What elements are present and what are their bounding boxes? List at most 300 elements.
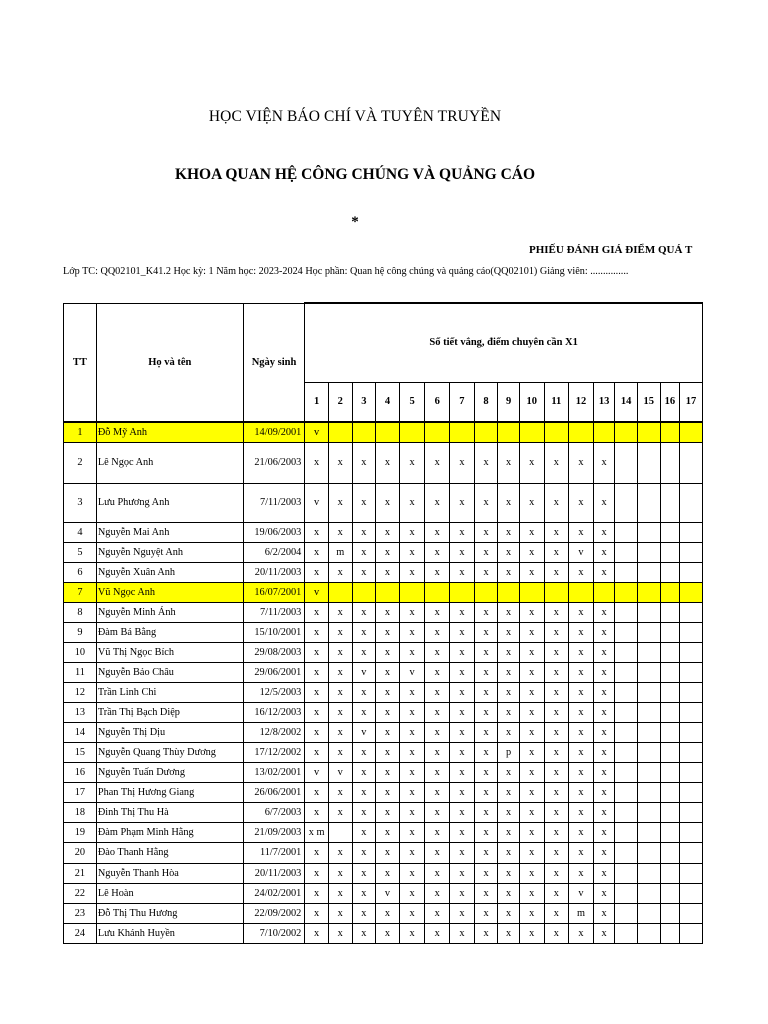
attendance-cell: x: [376, 923, 400, 943]
attendance-cell: [660, 422, 680, 442]
attendance-cell: [399, 582, 425, 602]
attendance-cell: x: [474, 722, 498, 742]
attendance-cell: x: [450, 602, 475, 622]
attendance-cell: x: [328, 602, 352, 622]
attendance-cell: [474, 422, 498, 442]
session-header-7: 7: [450, 382, 475, 422]
attendance-cell: [519, 422, 544, 442]
attendance-cell: x: [376, 562, 400, 582]
attendance-cell: x: [425, 642, 450, 662]
session-header-17: 17: [680, 382, 703, 422]
row-name: Trần Linh Chi: [96, 682, 243, 702]
table-row: [64, 802, 703, 822]
attendance-cell: x: [425, 923, 450, 943]
table-row: [64, 863, 703, 883]
attendance-cell: x: [425, 903, 450, 923]
attendance-cell: x: [450, 483, 475, 522]
attendance-cell: x: [376, 762, 400, 782]
row-tt: 2: [64, 442, 97, 483]
attendance-cell: [615, 782, 638, 802]
attendance-cell: [615, 622, 638, 642]
row-tt: 14: [64, 722, 97, 742]
attendance-cell: [660, 742, 680, 762]
row-dob: 29/08/2003: [243, 642, 305, 662]
attendance-cell: x: [544, 842, 569, 863]
row-tt: 12: [64, 682, 97, 702]
attendance-cell: [399, 422, 425, 442]
attendance-cell: x: [352, 522, 376, 542]
attendance-cell: [680, 923, 703, 943]
attendance-cell: x: [450, 542, 475, 562]
attendance-cell: x: [544, 722, 569, 742]
attendance-cell: x: [544, 903, 569, 923]
attendance-cell: [615, 442, 638, 483]
attendance-cell: x: [569, 602, 594, 622]
attendance-cell: [615, 822, 638, 842]
attendance-cell: x: [544, 522, 569, 542]
attendance-cell: x: [519, 642, 544, 662]
attendance-cell: x: [352, 742, 376, 762]
attendance-cell: x: [425, 762, 450, 782]
row-dob: 7/11/2003: [243, 483, 305, 522]
attendance-cell: x: [425, 602, 450, 622]
attendance-cell: x: [498, 542, 520, 562]
attendance-cell: x: [352, 622, 376, 642]
row-dob: 6/2/2004: [243, 542, 305, 562]
attendance-cell: x: [519, 522, 544, 542]
attendance-cell: [680, 863, 703, 883]
attendance-cell: [637, 782, 660, 802]
attendance-cell: x: [474, 762, 498, 782]
table-row: [64, 542, 703, 562]
attendance-cell: x: [593, 903, 615, 923]
attendance-cell: [615, 642, 638, 662]
attendance-cell: x: [305, 642, 329, 662]
attendance-cell: x: [450, 782, 475, 802]
attendance-cell: x: [328, 742, 352, 762]
attendance-cell: x: [498, 923, 520, 943]
attendance-cell: [474, 582, 498, 602]
attendance-cell: x: [519, 742, 544, 762]
attendance-cell: v: [305, 762, 329, 782]
attendance-cell: x: [498, 622, 520, 642]
attendance-cell: x: [376, 863, 400, 883]
row-tt: 22: [64, 883, 97, 903]
table-row: [64, 682, 703, 702]
attendance-cell: [637, 642, 660, 662]
attendance-cell: x: [352, 923, 376, 943]
attendance-cell: [637, 702, 660, 722]
attendance-cell: x: [593, 822, 615, 842]
attendance-cell: x: [328, 442, 352, 483]
session-header-14: 14: [615, 382, 638, 422]
col-group-header: Số tiết vắng, điểm chuyên cần X1: [305, 303, 703, 382]
attendance-cell: x: [474, 602, 498, 622]
attendance-cell: [637, 622, 660, 642]
row-name: Đàm Phạm Minh Hằng: [96, 822, 243, 842]
institution-title: HỌC VIỆN BÁO CHÍ VÀ TUYÊN TRUYỀN: [208, 108, 502, 125]
row-name: Đinh Thị Thu Hà: [96, 802, 243, 822]
attendance-cell: [498, 422, 520, 442]
attendance-cell: p: [498, 742, 520, 762]
attendance-cell: x: [305, 522, 329, 542]
attendance-cell: [615, 542, 638, 562]
attendance-cell: [660, 883, 680, 903]
attendance-cell: x: [519, 442, 544, 483]
attendance-cell: x: [450, 702, 475, 722]
row-tt: 16: [64, 762, 97, 782]
attendance-cell: x: [450, 662, 475, 682]
attendance-cell: x: [399, 562, 425, 582]
attendance-cell: x: [305, 802, 329, 822]
attendance-cell: x: [544, 762, 569, 782]
attendance-cell: x: [593, 483, 615, 522]
attendance-cell: [680, 802, 703, 822]
attendance-cell: [637, 442, 660, 483]
attendance-cell: x: [352, 822, 376, 842]
session-header-15: 15: [637, 382, 660, 422]
attendance-cell: x: [399, 702, 425, 722]
attendance-cell: [637, 762, 660, 782]
attendance-cell: [328, 582, 352, 602]
attendance-cell: [680, 422, 703, 442]
attendance-cell: [615, 602, 638, 622]
attendance-cell: x: [593, 702, 615, 722]
attendance-cell: x: [474, 923, 498, 943]
attendance-cell: x: [376, 903, 400, 923]
attendance-cell: v: [569, 883, 594, 903]
attendance-cell: x: [544, 782, 569, 802]
attendance-cell: x: [474, 642, 498, 662]
row-tt: 24: [64, 923, 97, 943]
attendance-cell: [615, 702, 638, 722]
row-name: Nguyễn Quang Thùy Dương: [96, 742, 243, 762]
attendance-cell: x: [328, 662, 352, 682]
attendance-cell: [637, 822, 660, 842]
attendance-cell: [680, 782, 703, 802]
attendance-cell: [544, 422, 569, 442]
attendance-cell: x: [352, 842, 376, 863]
attendance-cell: [680, 682, 703, 702]
attendance-cell: x: [376, 642, 400, 662]
row-dob: 11/7/2001: [243, 842, 305, 863]
attendance-cell: x: [352, 483, 376, 522]
row-dob: 22/09/2002: [243, 903, 305, 923]
attendance-cell: x: [305, 542, 329, 562]
row-tt: 13: [64, 702, 97, 722]
attendance-cell: [680, 442, 703, 483]
attendance-cell: x: [376, 842, 400, 863]
attendance-cell: [498, 582, 520, 602]
attendance-cell: x: [399, 903, 425, 923]
attendance-cell: [615, 842, 638, 863]
row-tt: 15: [64, 742, 97, 762]
class-info: Lớp TC: QQ02101_K41.2 Học kỳ: 1 Năm học: 2023-2024 Học phần: Quan hệ công chúng và quảng cáo(QQ02101) Giảng viên: ...............: [63, 266, 629, 277]
attendance-cell: x: [425, 483, 450, 522]
attendance-cell: x: [399, 802, 425, 822]
attendance-cell: [680, 702, 703, 722]
row-dob: 15/10/2001: [243, 622, 305, 642]
row-tt: 23: [64, 903, 97, 923]
attendance-cell: x: [474, 842, 498, 863]
row-name: Nguyễn Nguyệt Anh: [96, 542, 243, 562]
attendance-cell: x: [450, 522, 475, 542]
attendance-cell: x: [376, 822, 400, 842]
col-dob-header: Ngày sinh: [243, 303, 305, 422]
attendance-cell: x: [474, 442, 498, 483]
session-header-8: 8: [474, 382, 498, 422]
attendance-cell: x: [569, 762, 594, 782]
session-header-11: 11: [544, 382, 569, 422]
row-dob: 26/06/2001: [243, 782, 305, 802]
attendance-cell: x: [376, 802, 400, 822]
attendance-cell: x: [328, 863, 352, 883]
attendance-cell: x: [569, 442, 594, 483]
attendance-cell: x: [328, 522, 352, 542]
attendance-cell: x: [593, 762, 615, 782]
row-dob: 20/11/2003: [243, 562, 305, 582]
attendance-cell: x: [593, 802, 615, 822]
form-title: PHIẾU ĐÁNH GIÁ ĐIỂM QUÁ T: [529, 244, 693, 256]
attendance-cell: x: [376, 483, 400, 522]
table-row: [64, 923, 703, 943]
attendance-cell: x: [305, 562, 329, 582]
session-header-6: 6: [425, 382, 450, 422]
attendance-cell: x: [328, 642, 352, 662]
attendance-cell: x: [593, 782, 615, 802]
table-row: [64, 483, 703, 522]
attendance-cell: [569, 422, 594, 442]
attendance-cell: x: [352, 762, 376, 782]
attendance-cell: x: [544, 923, 569, 943]
attendance-cell: x: [569, 622, 594, 642]
attendance-cell: x: [544, 642, 569, 662]
row-tt: 8: [64, 602, 97, 622]
attendance-cell: x: [328, 682, 352, 702]
attendance-cell: x: [569, 822, 594, 842]
attendance-cell: [660, 542, 680, 562]
attendance-cell: x: [498, 522, 520, 542]
attendance-cell: [680, 762, 703, 782]
attendance-cell: x: [593, 522, 615, 542]
attendance-cell: [660, 863, 680, 883]
attendance-cell: x: [569, 802, 594, 822]
attendance-cell: x: [352, 562, 376, 582]
attendance-cell: [637, 802, 660, 822]
attendance-cell: [637, 863, 660, 883]
attendance-cell: [615, 682, 638, 702]
attendance-cell: x: [569, 662, 594, 682]
attendance-cell: [637, 883, 660, 903]
row-name: Đào Thanh Hằng: [96, 842, 243, 863]
row-name: Vũ Ngọc Anh: [96, 582, 243, 602]
attendance-cell: x: [519, 762, 544, 782]
row-dob: 17/12/2002: [243, 742, 305, 762]
attendance-cell: x: [450, 863, 475, 883]
attendance-cell: x: [328, 903, 352, 923]
row-tt: 18: [64, 802, 97, 822]
attendance-cell: x: [399, 842, 425, 863]
attendance-cell: x: [519, 822, 544, 842]
attendance-cell: x: [544, 863, 569, 883]
attendance-cell: x: [474, 742, 498, 762]
attendance-cell: x: [328, 802, 352, 822]
session-header-4: 4: [376, 382, 400, 422]
attendance-sheet: [63, 302, 697, 948]
attendance-cell: x: [544, 602, 569, 622]
attendance-cell: x: [474, 822, 498, 842]
attendance-cell: x: [376, 622, 400, 642]
attendance-cell: [637, 682, 660, 702]
attendance-cell: x: [593, 863, 615, 883]
attendance-cell: x: [399, 682, 425, 702]
attendance-cell: [660, 822, 680, 842]
attendance-cell: x: [450, 883, 475, 903]
attendance-cell: x: [450, 842, 475, 863]
attendance-cell: x: [593, 662, 615, 682]
row-dob: 12/5/2003: [243, 682, 305, 702]
attendance-cell: x: [450, 722, 475, 742]
attendance-cell: x: [474, 903, 498, 923]
row-dob: 19/06/2003: [243, 522, 305, 542]
attendance-cell: x: [425, 562, 450, 582]
attendance-cell: x: [474, 662, 498, 682]
attendance-cell: [637, 602, 660, 622]
row-name: Nguyễn Thị Dịu: [96, 722, 243, 742]
attendance-cell: x: [376, 522, 400, 542]
attendance-cell: [680, 903, 703, 923]
attendance-cell: x: [519, 923, 544, 943]
attendance-cell: x: [474, 802, 498, 822]
attendance-cell: x: [593, 602, 615, 622]
attendance-cell: m: [569, 903, 594, 923]
attendance-cell: x: [305, 842, 329, 863]
row-tt: 3: [64, 483, 97, 522]
attendance-cell: x: [498, 782, 520, 802]
attendance-cell: [615, 422, 638, 442]
row-name: Lê Hoàn: [96, 883, 243, 903]
attendance-cell: x: [450, 642, 475, 662]
attendance-cell: x: [425, 442, 450, 483]
attendance-cell: v: [569, 542, 594, 562]
session-header-12: 12: [569, 382, 594, 422]
attendance-cell: [615, 582, 638, 602]
attendance-cell: x: [425, 522, 450, 542]
attendance-cell: [425, 582, 450, 602]
attendance-cell: x: [498, 883, 520, 903]
row-name: Lê Ngọc Anh: [96, 442, 243, 483]
attendance-cell: x: [474, 702, 498, 722]
attendance-cell: [660, 722, 680, 742]
table-row: [64, 442, 703, 483]
attendance-cell: x: [593, 542, 615, 562]
attendance-cell: x: [498, 802, 520, 822]
attendance-cell: [680, 562, 703, 582]
attendance-cell: x: [305, 782, 329, 802]
attendance-cell: [660, 442, 680, 483]
attendance-cell: x: [450, 742, 475, 762]
attendance-cell: x: [544, 483, 569, 522]
attendance-cell: [637, 923, 660, 943]
attendance-cell: x: [593, 722, 615, 742]
attendance-cell: x: [376, 542, 400, 562]
attendance-cell: m: [328, 542, 352, 562]
row-dob: 13/02/2001: [243, 762, 305, 782]
attendance-cell: x: [376, 722, 400, 742]
table-row: [64, 762, 703, 782]
attendance-cell: [615, 483, 638, 522]
attendance-cell: [519, 582, 544, 602]
attendance-cell: x: [569, 923, 594, 943]
attendance-cell: x: [569, 742, 594, 762]
attendance-cell: x: [450, 903, 475, 923]
attendance-cell: x: [544, 702, 569, 722]
row-tt: 21: [64, 863, 97, 883]
attendance-cell: [569, 582, 594, 602]
attendance-cell: x: [569, 483, 594, 522]
attendance-cell: x: [328, 883, 352, 903]
attendance-cell: [328, 422, 352, 442]
attendance-cell: x: [305, 923, 329, 943]
attendance-cell: x: [593, 642, 615, 662]
attendance-cell: [680, 642, 703, 662]
attendance-cell: [660, 903, 680, 923]
attendance-cell: [660, 762, 680, 782]
attendance-cell: x: [569, 702, 594, 722]
attendance-cell: x: [352, 442, 376, 483]
row-tt: 9: [64, 622, 97, 642]
row-name: Đỗ Mỹ Anh: [96, 422, 243, 442]
attendance-cell: x: [328, 923, 352, 943]
attendance-cell: [637, 662, 660, 682]
attendance-cell: [450, 422, 475, 442]
attendance-cell: [615, 863, 638, 883]
attendance-cell: [544, 582, 569, 602]
attendance-cell: x: [450, 762, 475, 782]
row-name: Nguyễn Minh Ánh: [96, 602, 243, 622]
attendance-cell: x: [544, 442, 569, 483]
attendance-cell: x: [544, 662, 569, 682]
row-name: Nguyễn Mai Anh: [96, 522, 243, 542]
attendance-cell: x: [352, 542, 376, 562]
attendance-cell: [593, 582, 615, 602]
attendance-cell: x: [474, 522, 498, 542]
attendance-cell: x: [519, 863, 544, 883]
attendance-cell: x: [498, 822, 520, 842]
row-dob: 21/06/2003: [243, 442, 305, 483]
attendance-cell: x: [352, 642, 376, 662]
attendance-cell: x: [376, 782, 400, 802]
attendance-cell: x: [399, 483, 425, 522]
attendance-cell: [660, 582, 680, 602]
attendance-cell: x: [474, 622, 498, 642]
attendance-cell: x: [352, 782, 376, 802]
attendance-cell: x: [519, 883, 544, 903]
session-header-10: 10: [519, 382, 544, 422]
attendance-cell: v: [305, 422, 329, 442]
row-dob: 7/11/2003: [243, 602, 305, 622]
attendance-cell: [637, 522, 660, 542]
attendance-cell: x: [305, 742, 329, 762]
attendance-cell: x: [352, 883, 376, 903]
attendance-cell: x: [593, 742, 615, 762]
attendance-cell: x: [399, 522, 425, 542]
attendance-cell: x: [425, 622, 450, 642]
row-dob: 16/07/2001: [243, 582, 305, 602]
attendance-cell: x: [569, 562, 594, 582]
attendance-cell: x: [352, 863, 376, 883]
attendance-cell: x: [498, 762, 520, 782]
